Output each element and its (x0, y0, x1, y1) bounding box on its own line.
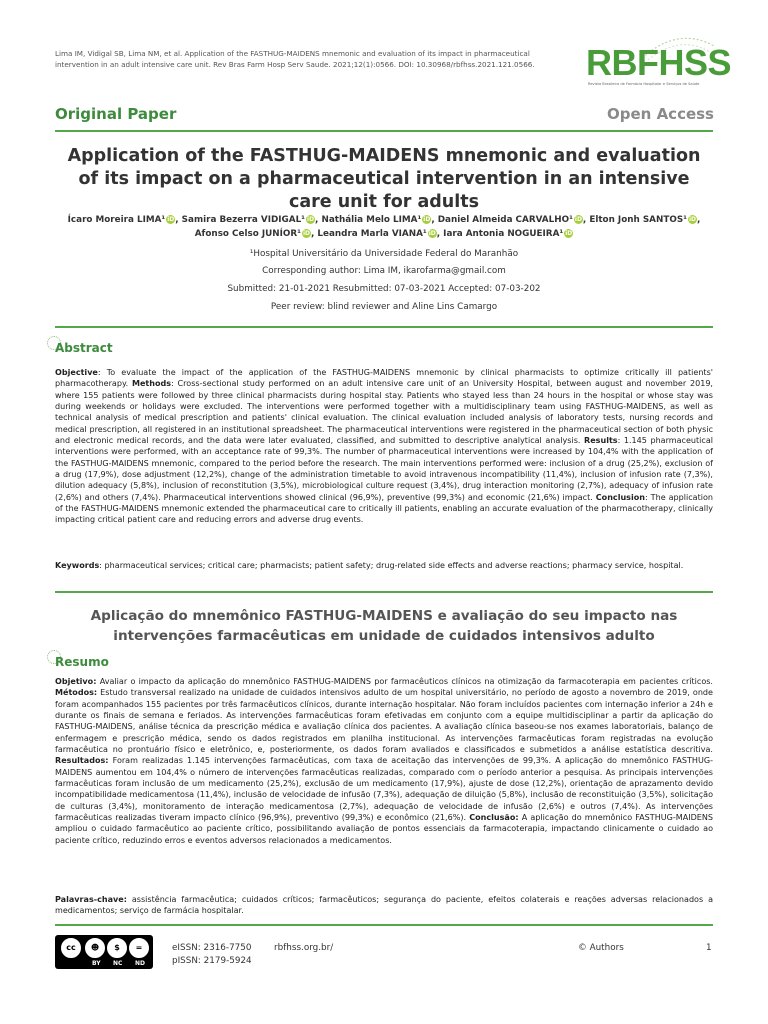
article-type-label: Original Paper (55, 105, 177, 123)
abstract-text: : 1.145 pharmaceutical interventions were performed, with an acceptance rate of 99,3%. The number of pharmaceutical interventions were increased by 104,4% with the application of the FASTHUG-MAIDENS mnemonic, compared to the period before the research. The main interventions performed were: inclusion of a drug (25,2%), exclusion of a drug (17,9%), dose adjustment (12,2%), change of the administration timetable to avoid intravenous incompatibility (11,4%), inclusion of infusion rate (7,3%), dilution adequacy (5,8%), inclusion of reconstitution (3,5%), microbiological culture request (3,4%), drug interaction monitoring (2,7%), adequacy of infusion rate (2,6%) and others (7,4%). Pharmaceutical interventions showed clinical (96,9%), preventive (99,3%) and economic (21,6%) impact. (55, 436, 713, 502)
orcid-icon[interactable]: iD (307, 216, 315, 223)
page-number: 1 (706, 943, 712, 953)
resumo-text: Estudo transversal realizado na unidade de cuidados intensivos adulto de um hospital universitário, no período de agosto a novembro de 2019, onde foram acompanhados 155 pacientes por três farmacêuticos clínicos, durante internação hospitalar. Não foram incluídos pacientes com internação inferior a 24h e durante os finais de semana e feriados. As intervenções farmacêuticas foram efetivadas em conjunto com a equipe multidisciplinar a partir da aplicação do FASTHUG-MAIDENS, análise técnica da prescrição médica e avaliação clínica dos pacientes. A avaliação clínica baseou-se nos exames laboratoriais, balanço de enfermagem e prescrição médica, sendo os dados registrados em planilha institucional. As intervenções farmacêuticas foram registradas na evolução farmacêutica no prontuário físico e eletrônico, e, posteriormente, os dados foram avaliados e classificados e submetidos a análise estatística descritiva. (55, 688, 713, 755)
orcid-icon[interactable]: iD (574, 216, 582, 223)
author-line-1: Ícaro Moreira LIMA¹ iD, Samira Bezerra VIDIGAL¹ iD, Nathália Melo LIMA¹ iD, Daniel Almeida CARVALHO¹ iD, Elton Jonh SANTOS¹ iD, (67, 215, 701, 225)
resumo-text: Foram realizadas 1.145 intervenções farmacêuticas, com taxa de aceitação das intervenções de 99,3%. A aplicação do mnemônico FASTHUG-MAIDENS aumentou em 104,4% o número de intervenções farmacêuticas realizadas, comparado com o período anterior a pesquisa. As principais intervenções farmacêuticas foram inclusão de um medicamento (25,2%), exclusão de um medicamento (17,9%), ajuste de dose (12,2%), orientação de aprazamento devido incompatibilidade medicamentosa (11,4%), inclusão de velocidade de infusão (7,3%), adequação de diluição (5,8%), inclusão de reconstituição (3,5%), solicitação de culturas (3,4%), monitoramento de interação medicamentosa (2,7%), adequação de velocidade de infusão (2,6%) e outros (7,4%). As intervenções farmacêuticas realizadas tiveram impacto clínico (96,9%), preventivo (99,3%) e econômico (21,6%). (55, 756, 713, 823)
keywords-label: Keywords (55, 561, 100, 570)
cc-label: BY (92, 960, 101, 967)
portuguese-title: Aplicação do mnemônico FASTHUG-MAIDENS e avaliação do seu impacto nas intervenções farmacêuticas em unidade de cuidados intensivos adulto (90, 608, 678, 644)
divider (55, 326, 713, 328)
peer-review: Peer review: blind reviewer and Aline Lins Camargo (270, 302, 498, 312)
journal-site-link[interactable]: rbfhss.org.br/ (274, 943, 334, 953)
eissn: eISSN: 2316-7750 (172, 943, 252, 953)
journal-logo (586, 36, 732, 92)
copyright: © Authors (578, 943, 624, 953)
author-name: Ícaro Moreira LIMA¹ (67, 215, 166, 225)
abstract-body (55, 367, 713, 526)
keywords-text: : pharmaceutical services; critical care; pharmacists; patient safety; drug-related side effects and adverse reactions; pharmacy service, hospital. (99, 561, 684, 570)
resumo-label: Objetivo: (55, 677, 97, 686)
abstract-label: Methods (131, 379, 172, 389)
resumo-text: Avaliar o impacto da aplicação do mnemônico FASTHUG-MAIDENS por farmacêuticos clínicos na otimização da farmacoterapia em pacientes críticos. (96, 677, 713, 686)
resumo-text: A aplicação do mnemônico FASTHUG-MAIDENS ampliou o cuidado farmacêutico ao paciente crítico, possibilitando avaliação de pontos essenciais da farmacoterapia, impactando clinicamente o cuidado ao paciente crítico, reduzindo erros e eventos adversos relacionados a medicamentos. (55, 813, 714, 845)
submission-dates: Submitted: 21-01-2021 Resubmitted: 07-03-2021 Accepted: 07-03-202 (227, 284, 541, 294)
abstract-text: : The application of the FASTHUG-MAIDENS mnemonic extended the pharmaceutical care to critically ill patients, enabling an accurate evaluation of the pharmacotherapy, clinically impacting critical patient care and reducing errors and adverse drug events. (55, 492, 713, 525)
attribution-icon: ☻ (85, 938, 105, 958)
logo-text: RBFHSS (586, 42, 732, 83)
abstract-text: : Cross-sectional study performed on an adult intensive care unit of an University Hospital, between august and november 2019, where 155 patients were followed by three clinical pharmacists during hospital stay. Patients who stayed less than 24 hours in the hospital or whose stay was during weekends or holidays were excluded. The interventions were performed together with a multidisciplinary team using FASTHUG-MAIDENS, as well as technical analysis of medical prescription and patients' clinical evaluation. The clinical evaluation included analysis of laboratory tests, nursing records and medical prescription, all registered in an institutional spreadsheet. The pharmaceutical interventions were registered in the pharmaceutical section of both physic and electronic medical records, and the data were later evaluated, classified, and submitted to descriptive analytical analysis. (55, 379, 713, 446)
orcid-icon[interactable]: iD (302, 230, 310, 237)
creative-commons-badge[interactable] (55, 935, 153, 969)
abstract-heading: Abstract (55, 341, 113, 355)
author-name: Daniel Almeida CARVALHO¹ (437, 215, 573, 225)
abstract-text: : To evaluate the impact of the application of the FASTHUG-MAIDENS mnemonic by clinical pharmacists to optimize critically ill patients' pharmacotherapy. (55, 368, 713, 389)
keywords (55, 560, 713, 571)
cc-label: NC (113, 960, 123, 967)
orcid-icon[interactable]: iD (167, 216, 175, 223)
resumo-label: Resultados: (55, 756, 109, 766)
header-citation: Lima IM, Vidigal SB, Lima NM, et al. Application of the FASTHUG-MAIDENS mnemonic and evaluation of its impact in pharmaceutical intervention in an adult intensive care unit. Rev Bras Farm Hosp Serv Saude. 2021;12(1):0566. DOI: 10.30968/rbfhss.2021.121.0566. (55, 49, 535, 69)
divider (55, 924, 713, 926)
author-name: Iara Antonia NOGUEIRA¹ (443, 229, 564, 239)
author-name: Elton Jonh SANTOS¹ (589, 215, 688, 225)
resumo-body (55, 676, 713, 846)
article-title: Application of the FASTHUG-MAIDENS mnemonic and evaluation of its impact on a pharmaceutical intervention in an intensive care unit for adults (67, 146, 701, 212)
author-list (55, 213, 713, 241)
palavras-text: assistência farmacêutica; cuidados críticos; farmacêuticos; segurança do paciente, efeitos colaterais e reações adversas relacionados a medicamentos; serviço de farmácia hospitalar. (55, 895, 713, 916)
pissn: pISSN: 2179-5924 (172, 956, 252, 966)
cc-icon: cc (61, 938, 81, 958)
noderivatives-icon: = (129, 938, 149, 958)
divider (55, 130, 713, 132)
orcid-icon[interactable]: iD (688, 216, 697, 223)
author-name: Afonso Celso JUNÍOR¹ (194, 229, 301, 239)
orcid-icon[interactable]: iD (428, 230, 436, 237)
palavras-label: Palavras-chave: (55, 895, 127, 904)
orcid-icon[interactable]: iD (565, 230, 573, 237)
palavras-chave (55, 894, 713, 917)
affiliation: ¹Hospital Universitário da Universidade Federal do Maranhão (249, 249, 519, 259)
author-line-2: Afonso Celso JUNÍOR¹ iD, Leandra Marla VIANA¹ iD, Iara Antonia NOGUEIRA¹ iD (194, 229, 573, 239)
resumo-label: Conclusão: (469, 813, 519, 823)
author-name: Leandra Marla VIANA¹ (317, 229, 427, 239)
noncommercial-icon: $ (107, 938, 127, 958)
abstract-label: Conclusion (595, 492, 645, 502)
author-name: Samira Bezerra VIDIGAL¹ (181, 215, 306, 225)
open-access-label: Open Access (607, 105, 714, 123)
resumo-label: Métodos: (55, 688, 98, 698)
resumo-heading: Resumo (55, 655, 109, 669)
abstract-label: Results (584, 436, 618, 446)
abstract-label: Objective (55, 368, 98, 377)
orcid-icon[interactable]: iD (423, 216, 431, 223)
author-name: Nathália Melo LIMA¹ (321, 215, 422, 225)
logo-subtitle: Revista Brasileira de Farmácia Hospitalar e Serviços de Saúde (588, 82, 700, 86)
cc-label: ND (135, 960, 146, 967)
divider (55, 591, 713, 593)
corresponding-author: Corresponding author: Lima IM, ikarofarma@gmail.com (262, 266, 506, 276)
